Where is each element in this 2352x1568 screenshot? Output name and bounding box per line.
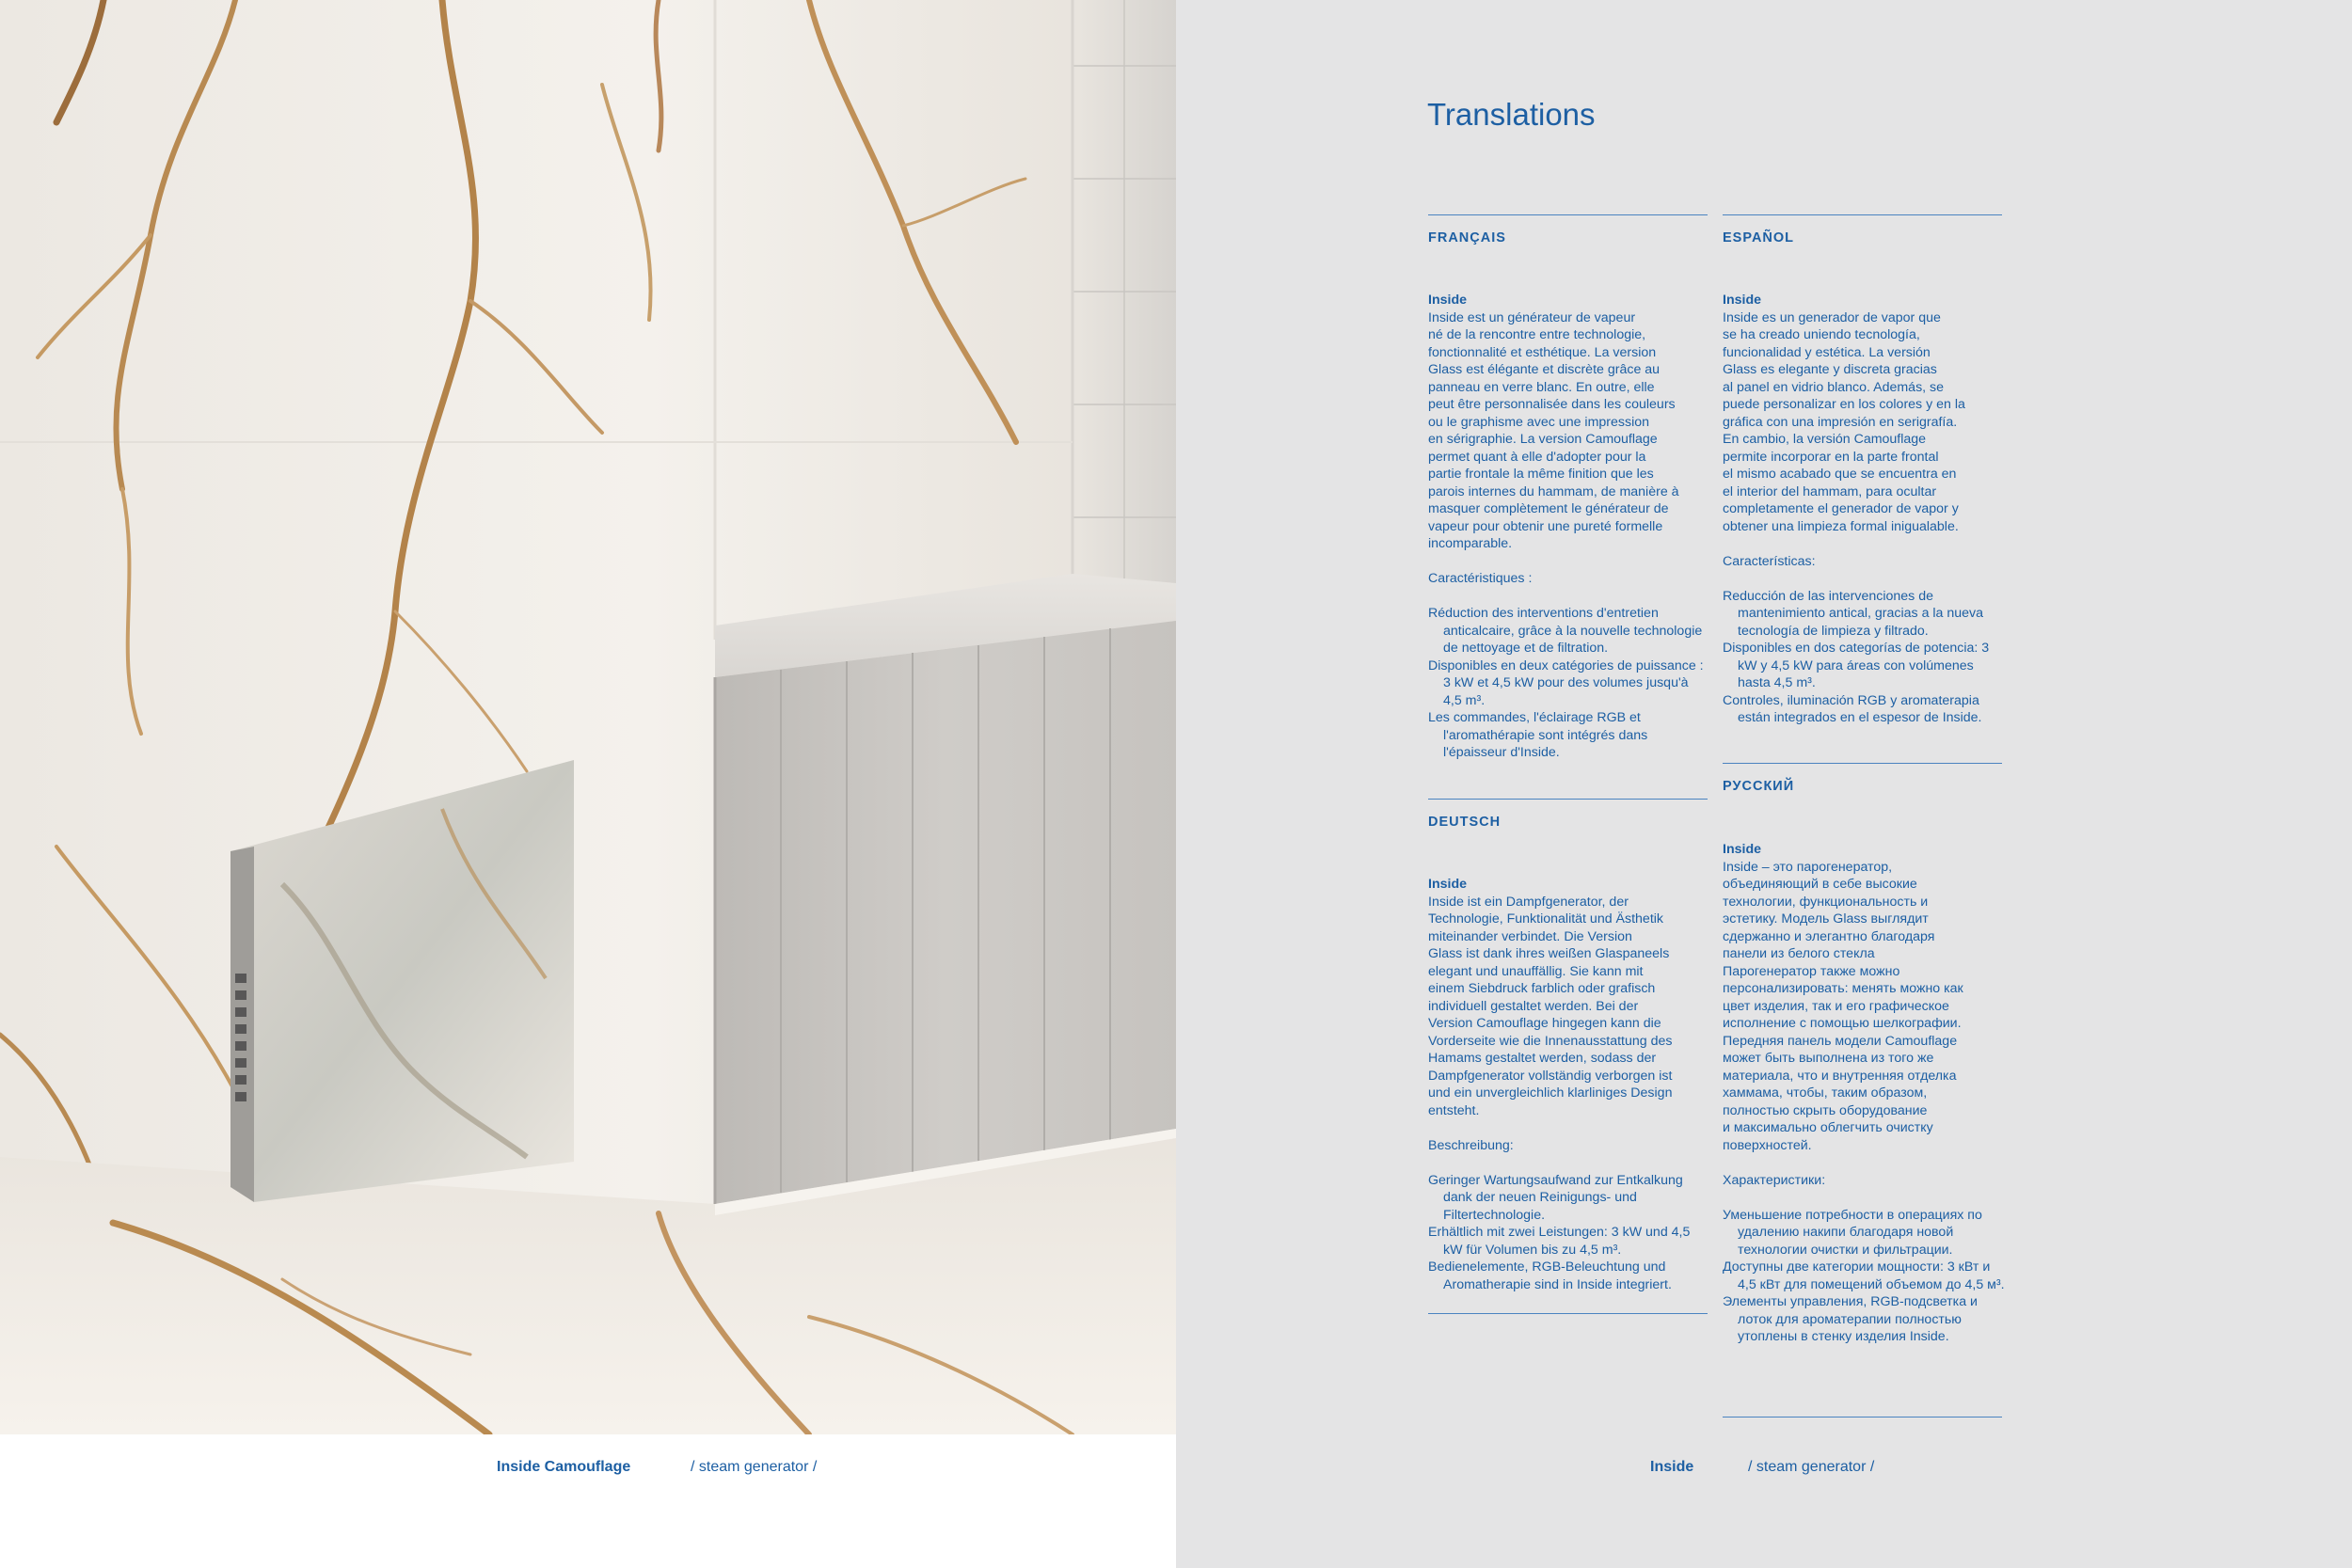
marble-hammam-illustration: [0, 0, 1176, 1434]
description-line: individuell gestaltet werden. Bei der: [1428, 998, 1639, 1014]
description-line: сдержанно и элегантно благодаря: [1723, 928, 1935, 944]
feature-item: Controles, iluminación RGB y aromaterapia están integrados en el espesor de Inside.: [1723, 692, 1982, 725]
features-list: [1723, 1207, 2005, 1346]
section-heading-ru: РУССКИЙ: [1723, 779, 1795, 794]
divider-fr-top: [1428, 214, 1708, 215]
description-line: ou le graphisme avec une impression: [1428, 414, 1650, 430]
description-line: эстетику. Модель Glass выглядит: [1723, 911, 1929, 927]
feature-item: Уменьшение потребности в операциях по удалению накипи благодаря новой технологии очистки и фильтрации.: [1723, 1207, 1982, 1258]
description-line: und ein unvergleichlich klarliniges Design: [1428, 1085, 1673, 1101]
description-line: панели из белого стекла: [1723, 946, 1875, 961]
description-line: permite incorporar en la parte frontal: [1723, 449, 1939, 465]
description-line: gráfica con una impresión en serigrafía.: [1723, 414, 1958, 430]
description-line: Передняя панель модели Camouflage: [1723, 1033, 1958, 1049]
features-label: Beschreibung:: [1428, 1137, 1514, 1153]
description-line: персонализировать: менять можно как: [1723, 981, 1963, 996]
divider-ru-top: [1723, 763, 2002, 764]
description-line: miteinander verbindet. Die Version: [1428, 928, 1632, 944]
section-body-de: [1428, 876, 1710, 1293]
description-line: partie frontale la même finition que les: [1428, 467, 1654, 482]
description-line: completamente el generador de vapor y: [1723, 501, 1959, 516]
description-line: Version Camouflage hingegen kann die: [1428, 1016, 1661, 1031]
description-line: funcionalidad y estética. La versión: [1723, 344, 1931, 360]
feature-item: Les commandes, l'éclairage RGB et l'aromathérapie sont intégrés dans l'épaisseur d'Inside.: [1428, 710, 1648, 760]
left-footer-title: Inside Camouflage: [497, 1459, 631, 1475]
description-line: поверхностей.: [1723, 1137, 1812, 1153]
description-line: Inside ist ein Dampfgenerator, der: [1428, 894, 1629, 910]
description-line: Glass est élégante et discrète grâce au: [1428, 362, 1661, 377]
description-line: цвет изделия, так и его графическое: [1723, 998, 1949, 1014]
product-name: Inside: [1428, 293, 1467, 308]
features-list: [1723, 588, 2005, 727]
divider-es-top: [1723, 214, 2002, 215]
description-line: einem Siebdruck farblich oder grafisch: [1428, 981, 1656, 996]
product-photo: [0, 0, 1176, 1434]
description-line: vapeur pour obtenir une pureté formelle: [1428, 518, 1663, 534]
description-line: masquer complètement le générateur de: [1428, 501, 1669, 516]
page-title: Translations: [1427, 97, 1596, 132]
description-line: incomparable.: [1428, 536, 1513, 551]
feature-item: Disponibles en deux catégories de puissance : 3 kW et 4,5 kW pour des volumes jusqu'à 4,5 m³.: [1428, 657, 1704, 708]
description-line: puede personalizar en los colores y en la: [1723, 397, 1965, 412]
description-line: Dampfgenerator vollständig verborgen ist: [1428, 1068, 1673, 1084]
divider-ru-bottom: [1723, 1417, 2002, 1418]
description-line: Inside est un générateur de vapeur: [1428, 309, 1636, 325]
description-line: En cambio, la versión Camouflage: [1723, 432, 1927, 447]
description-line: entsteht.: [1428, 1102, 1480, 1118]
feature-item: Disponibles en dos categorías de potencia: 3 kW y 4,5 kW para áreas con volúmenes hasta 4,5 m³.: [1723, 641, 1990, 690]
description-line: permet quant à elle d'adopter pour la: [1428, 449, 1646, 465]
features-label: Características:: [1723, 553, 1816, 569]
right-footer-subtitle: / steam generator /: [1748, 1459, 1875, 1475]
features-list: [1428, 1172, 1710, 1294]
description-line: исполнение с помощью шелкографии.: [1723, 1016, 1962, 1031]
description-line: el interior del hammam, para ocultar: [1723, 483, 1937, 499]
divider-de-top: [1428, 799, 1708, 800]
description-line: se ha creado uniendo tecnología,: [1723, 327, 1920, 342]
description-line: может быть выполнена из того же: [1723, 1051, 1934, 1066]
description-line: Парогенератор также можно: [1723, 963, 1900, 979]
features-label: Caractéristiques :: [1428, 571, 1533, 586]
section-heading-de: DEUTSCH: [1428, 815, 1502, 830]
left-footer-subtitle: / steam generator /: [691, 1459, 818, 1475]
right-footer-title: Inside: [1650, 1459, 1694, 1475]
description-line: Glass es elegante y discreta gracias: [1723, 362, 1937, 377]
description-line: хаммама, чтобы, таким образом,: [1723, 1085, 1928, 1101]
description-line: el mismo acabado que se encuentra en: [1723, 467, 1957, 482]
description-line: panneau en verre blanc. En outre, elle: [1428, 379, 1655, 395]
description-line: obtener una limpieza formal inigualable.: [1723, 518, 1959, 534]
features-list: [1428, 605, 1710, 762]
section-heading-fr: FRANÇAIS: [1428, 230, 1506, 245]
description-line: Glass ist dank ihres weißen Glaspaneels: [1428, 946, 1670, 961]
description-line: и максимально облегчить очистку: [1723, 1120, 1933, 1135]
description-line: al panel en vidrio blanco. Además, se: [1723, 379, 1945, 395]
description-line: parois internes du hammam, de manière à: [1428, 483, 1679, 499]
description-line: elegant und unauffällig. Sie kann mit: [1428, 963, 1644, 979]
description-line: Inside – это парогенератор,: [1723, 859, 1893, 875]
description-line: Vorderseite wie die Innenausstattung des: [1428, 1033, 1673, 1049]
description-line: объединяющий в себе высокие: [1723, 877, 1917, 892]
divider-de-bottom: [1428, 1313, 1708, 1314]
section-heading-es: ESPAÑOL: [1723, 230, 1795, 245]
feature-item: Reducción de las intervenciones de mantenimiento antical, gracias a la nueva tecnología de limpieza y filtrado.: [1723, 588, 1984, 639]
description-line: материала, что и внутренняя отделка: [1723, 1068, 1957, 1084]
feature-item: Erhältlich mit zwei Leistungen: 3 kW und 4,5 kW für Volumen bis zu 4,5 m³.: [1428, 1225, 1691, 1258]
description-line: Technologie, Funktionalität und Ästhetik: [1428, 911, 1664, 927]
features-label: Характеристики:: [1723, 1172, 1826, 1188]
product-name: Inside: [1428, 877, 1467, 892]
product-name: Inside: [1723, 293, 1761, 308]
description-line: технологии, функциональность и: [1723, 894, 1929, 910]
section-body-ru: [1723, 841, 2005, 1346]
description-line: peut être personnalisée dans les couleurs: [1428, 397, 1676, 412]
description-line: en sérigraphie. La version Camouflage: [1428, 432, 1658, 447]
feature-item: Доступны две категории мощности: 3 кВт и 4,5 кВт для помещений объемом до 4,5 м³.: [1723, 1259, 2005, 1292]
feature-item: Bedienelemente, RGB-Beleuchtung und Aromatherapie sind in Inside integriert.: [1428, 1259, 1672, 1292]
description-line: né de la rencontre entre technologie,: [1428, 327, 1646, 342]
description-line: fonctionnalité et esthétique. La version: [1428, 344, 1657, 360]
feature-item: Geringer Wartungsaufwand zur Entkalkung dank der neuen Reinigungs- und Filtertechnologie.: [1428, 1172, 1683, 1223]
description-line: Inside es un generador de vapor que: [1723, 309, 1941, 325]
section-body-fr: [1428, 292, 1710, 762]
section-body-es: [1723, 292, 2005, 727]
feature-item: Элементы управления, RGB-подсветка и лоток для ароматерапии полностью утоплены в стенку изделия Inside.: [1723, 1294, 1978, 1344]
feature-item: Réduction des interventions d'entretien anticalcaire, grâce à la nouvelle technologie de nettoyage et de filtration.: [1428, 606, 1703, 656]
description-line: Hamams gestaltet werden, sodass der: [1428, 1051, 1657, 1066]
description-line: полностью скрыть оборудование: [1723, 1102, 1928, 1118]
product-name: Inside: [1723, 842, 1761, 857]
